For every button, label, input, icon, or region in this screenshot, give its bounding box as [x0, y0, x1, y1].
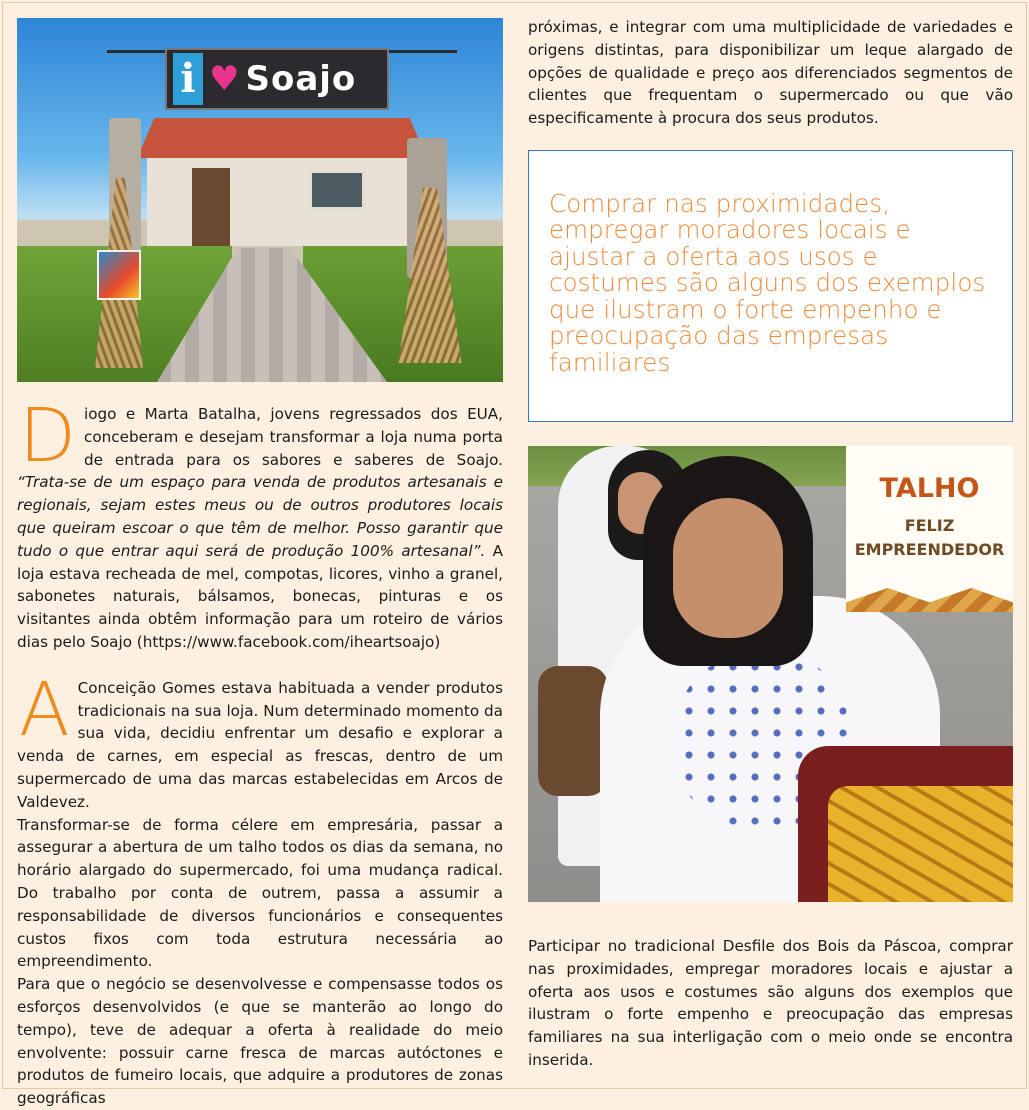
paragraph-batalha: Diogo e Marta Batalha, jovens regressados dos EUA, conceberam e desejam transformar a loja numa porta de entrada para os sabores e saberes de Soajo. “Trata-se de um espaço para venda de produtos artesanais e regionais, sejam estes meus ou de outros produtores locais que queiram escoar o que têm de melhor. Posso garantir que tudo o que entrar aqui será de produção 100% artesanal”. A loja estava recheada de mel, compotas, licores, vinho a granel, sabonetes naturais, bálsamos, bonecas, pinturas e os visitantes ainda obtêm informação para um roteiro de vários dias pelo Soajo (https://www.facebook.com/iheartsoajo): [17, 393, 504, 651]
photo-caption: Participar no tradicional Desfile dos Bois da Páscoa, comprar nas proximidades, empregar moradores locais e ajustar a oferta aos usos e costumes são alguns dos exemplos que ilustram o forte empenho e preocupação das empresas familiares na sua interligação com o meio onde se encontra inserida.: [528, 936, 1013, 1069]
talho-line2: EMPREENDEDOR: [854, 539, 1005, 559]
smiling-woman: [673, 498, 783, 638]
paragraph-gomes-1: A Conceição Gomes estava habituada a vender produtos tradicionais na sua loja. Num determinado momento da sua vida, decidiu enfrentar um desafio e explorar a venda de carnes, em especial as frescas, dentro de um supermercado de uma das marcas estabelecidas em Arcos de Valdevez.: [17, 666, 503, 811]
left-column: [17, 18, 503, 1110]
paragraph-gomes-3: Para que o negócio se desenvolvesse e compensasse todos os esforços desenvolvidos (e que se manterão ao longo do tempo), teve de adequar a oferta à realidade do meio envolvente: possuir carne fresca de marcas autóctones e produtos de fumeiro locais, que adquire a produtores de zonas geográficas: [17, 975, 503, 1108]
pull-quote-box: [528, 150, 1013, 422]
info-i-icon: i: [173, 53, 203, 105]
shop-roof: [137, 118, 427, 158]
talho-sign: [846, 446, 1013, 612]
poster: [97, 250, 141, 300]
talho-line1: FELIZ: [904, 515, 955, 535]
soajo-shop-photo: [17, 18, 503, 382]
talho-title: TALHO: [879, 472, 980, 504]
paragraph-gomes-2: Transformar-se de forma célere em empresária, passar a assegurar a abertura de um talho todos os dias da semana, no horário alargado do supermercado, foi uma mudança radical. Do trabalho por conta de outrem, passa a assumir a responsabilidade de diversos funcionários e consequentes custos fixos com toda estrutura necessária ao empreendimento.: [17, 815, 503, 971]
heart-icon: ♥: [209, 59, 240, 99]
pull-quote-text: Comprar nas proximidades, empregar moradores locais e ajustar a oferta aos usos e costumes são alguns dos exemplos que ilustram o forte empenho e preocupação das empresas familiares: [549, 188, 986, 377]
paragraph-continuation: próximas, e integrar com uma multiplicidade de variedades e origens distintas, para disponibilizar um leque alargado de opções de qualidade e preço aos diferenciados segmentos de clientes que frequentam o supermercado ou que vão especificamente à procura dos seus produtos.: [528, 18, 1013, 128]
quote-italic: “Trata-se de um espaço para venda de produtos artesanais e regionais, sejam estes meus ou de outros produtores locais que queiram escoar o que têm de melhor. Posso garantir que tudo o que entrar aqui será de produção 100% artesanal”.: [17, 473, 503, 560]
right-column: [528, 18, 1013, 1072]
drop-cap-d: D: [19, 393, 76, 479]
drop-cap-a: A: [19, 666, 70, 753]
sign-word: Soajo: [245, 59, 357, 99]
parade-photo: [528, 446, 1013, 902]
wicker-basket: [538, 666, 608, 796]
i-heart-soajo-sign: [165, 48, 389, 110]
